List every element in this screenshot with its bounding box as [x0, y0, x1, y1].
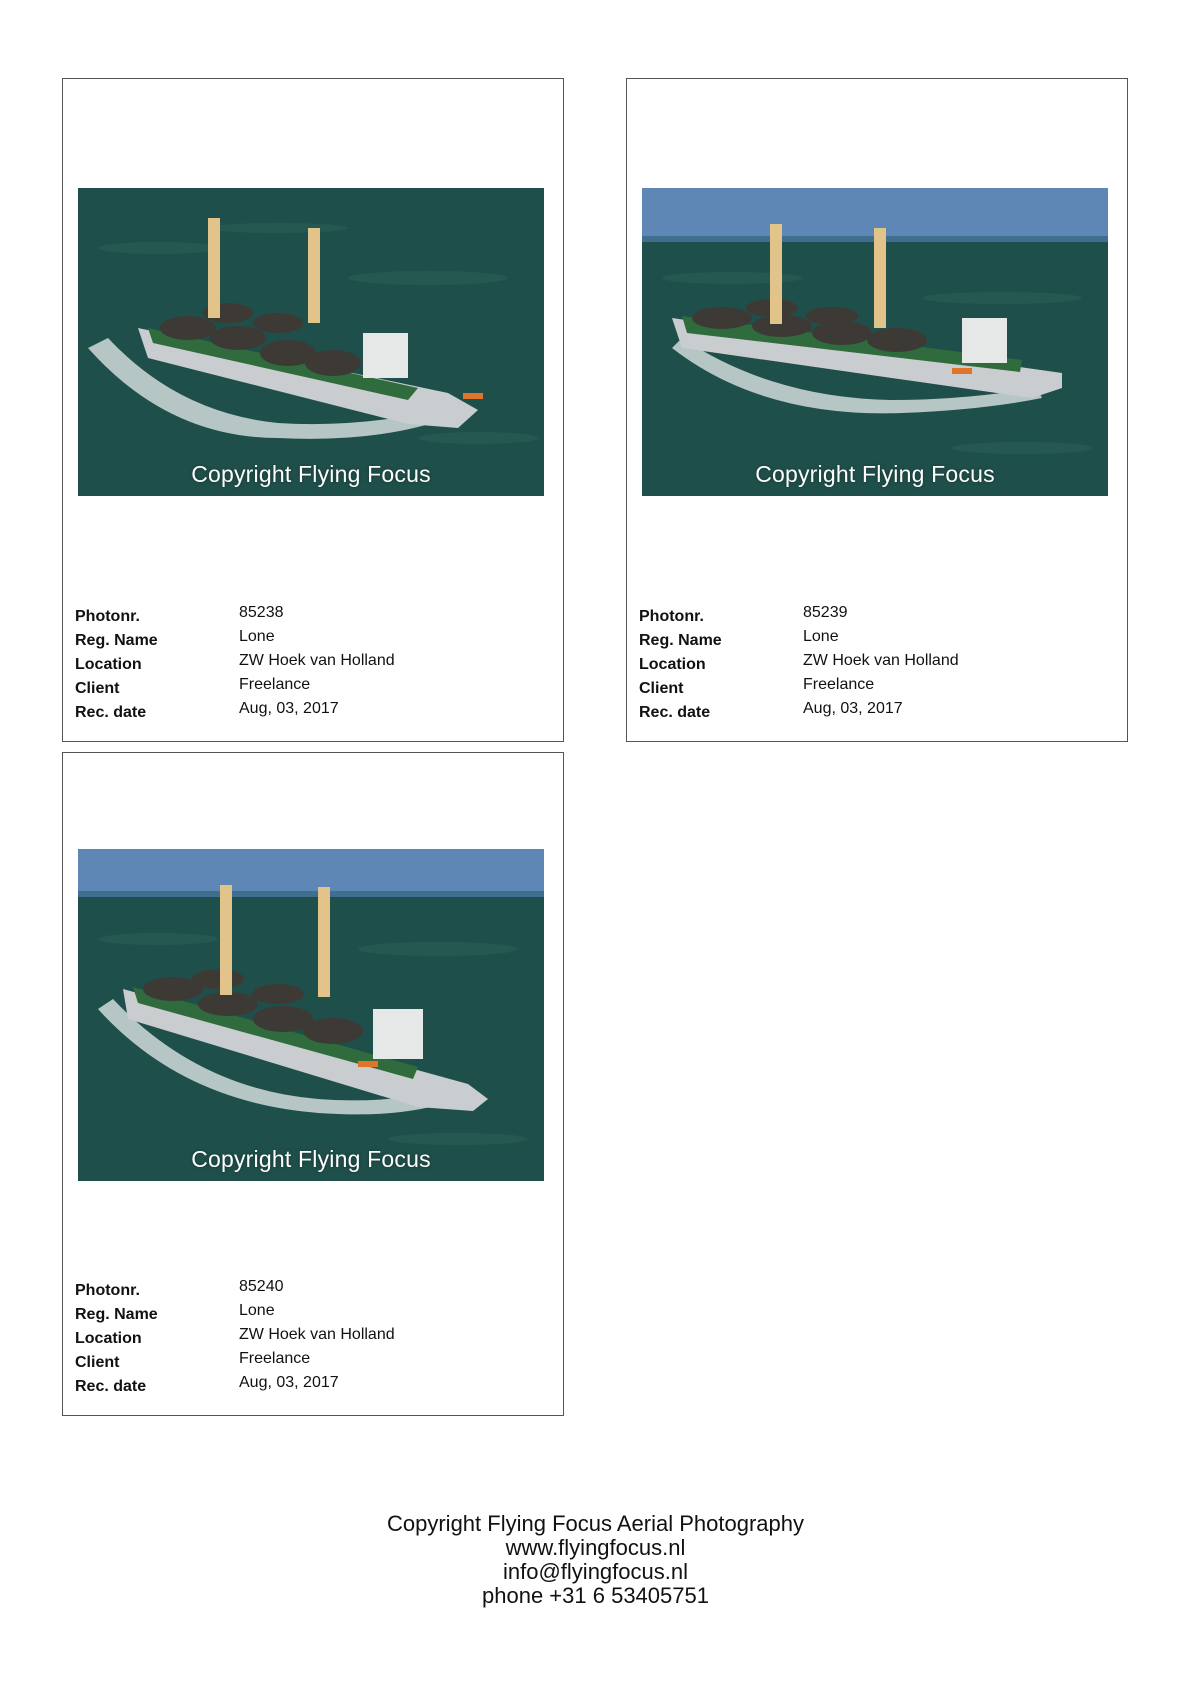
reg-name-row: [639, 626, 1109, 650]
client-row: [75, 674, 545, 698]
ship-photo[interactable]: [78, 849, 544, 1181]
ship-photo[interactable]: [78, 188, 544, 496]
location-row: [75, 650, 545, 674]
reg-name-label: Reg. Name: [75, 632, 158, 649]
photo-watermark: Copyright Flying Focus: [755, 461, 995, 487]
location-row: [639, 650, 1109, 674]
photo-metadata: [75, 1276, 545, 1396]
client-value: Freelance: [803, 676, 875, 693]
client-label: Client: [639, 680, 684, 697]
photonr-row: [639, 602, 1109, 626]
rec-date-label: Rec. date: [75, 704, 147, 721]
photo-card: [626, 78, 1128, 742]
photonr-value: 85240: [239, 1278, 284, 1295]
reg-name-value: Lone: [239, 628, 275, 645]
reg-name-value: Lone: [239, 1302, 275, 1319]
location-value: ZW Hoek van Holland: [239, 1326, 395, 1343]
photo-watermark: Copyright Flying Focus: [191, 1146, 431, 1172]
photo-metadata: [639, 602, 1109, 722]
photonr-value: 85239: [803, 604, 848, 621]
client-value: Freelance: [239, 676, 311, 693]
footer-copyright: Copyright Flying Focus Aerial Photography: [387, 1511, 804, 1536]
ship-photo-image: [642, 188, 1108, 496]
rec-date-row: [639, 698, 1109, 722]
location-label: Location: [75, 656, 142, 673]
photonr-label: Photonr.: [639, 608, 704, 625]
reg-name-label: Reg. Name: [75, 1306, 158, 1323]
photonr-label: Photonr.: [75, 608, 140, 625]
client-row: [75, 1348, 545, 1372]
page-footer: [0, 1512, 1191, 1608]
client-label: Client: [75, 1354, 120, 1371]
photo-metadata: [75, 602, 545, 722]
photonr-label: Photonr.: [75, 1282, 140, 1299]
reg-name-label: Reg. Name: [639, 632, 722, 649]
client-label: Client: [75, 680, 120, 697]
photonr-row: [75, 602, 545, 626]
reg-name-value: Lone: [803, 628, 839, 645]
ship-photo-image: [78, 188, 544, 496]
location-row: [75, 1324, 545, 1348]
location-label: Location: [639, 656, 706, 673]
rec-date-row: [75, 1372, 545, 1396]
reg-name-row: [75, 626, 545, 650]
rec-date-value: Aug, 03, 2017: [239, 700, 339, 717]
footer-website-link[interactable]: www.flyingfocus.nl: [505, 1535, 686, 1560]
footer-email-link[interactable]: info@flyingfocus.nl: [503, 1559, 688, 1584]
rec-date-row: [75, 698, 545, 722]
location-label: Location: [75, 1330, 142, 1347]
client-row: [639, 674, 1109, 698]
footer-phone: phone +31 6 53405751: [482, 1583, 709, 1608]
location-value: ZW Hoek van Holland: [239, 652, 395, 669]
rec-date-label: Rec. date: [75, 1378, 147, 1395]
rec-date-value: Aug, 03, 2017: [239, 1374, 339, 1391]
location-value: ZW Hoek van Holland: [803, 652, 959, 669]
client-value: Freelance: [239, 1350, 311, 1367]
photonr-row: [75, 1276, 545, 1300]
ship-photo-image: [78, 849, 544, 1181]
rec-date-label: Rec. date: [639, 704, 711, 721]
photo-watermark: Copyright Flying Focus: [191, 461, 431, 487]
photonr-value: 85238: [239, 604, 284, 621]
rec-date-value: Aug, 03, 2017: [803, 700, 903, 717]
ship-photo[interactable]: [642, 188, 1108, 496]
photo-card: [62, 78, 564, 742]
photo-card: [62, 752, 564, 1416]
reg-name-row: [75, 1300, 545, 1324]
